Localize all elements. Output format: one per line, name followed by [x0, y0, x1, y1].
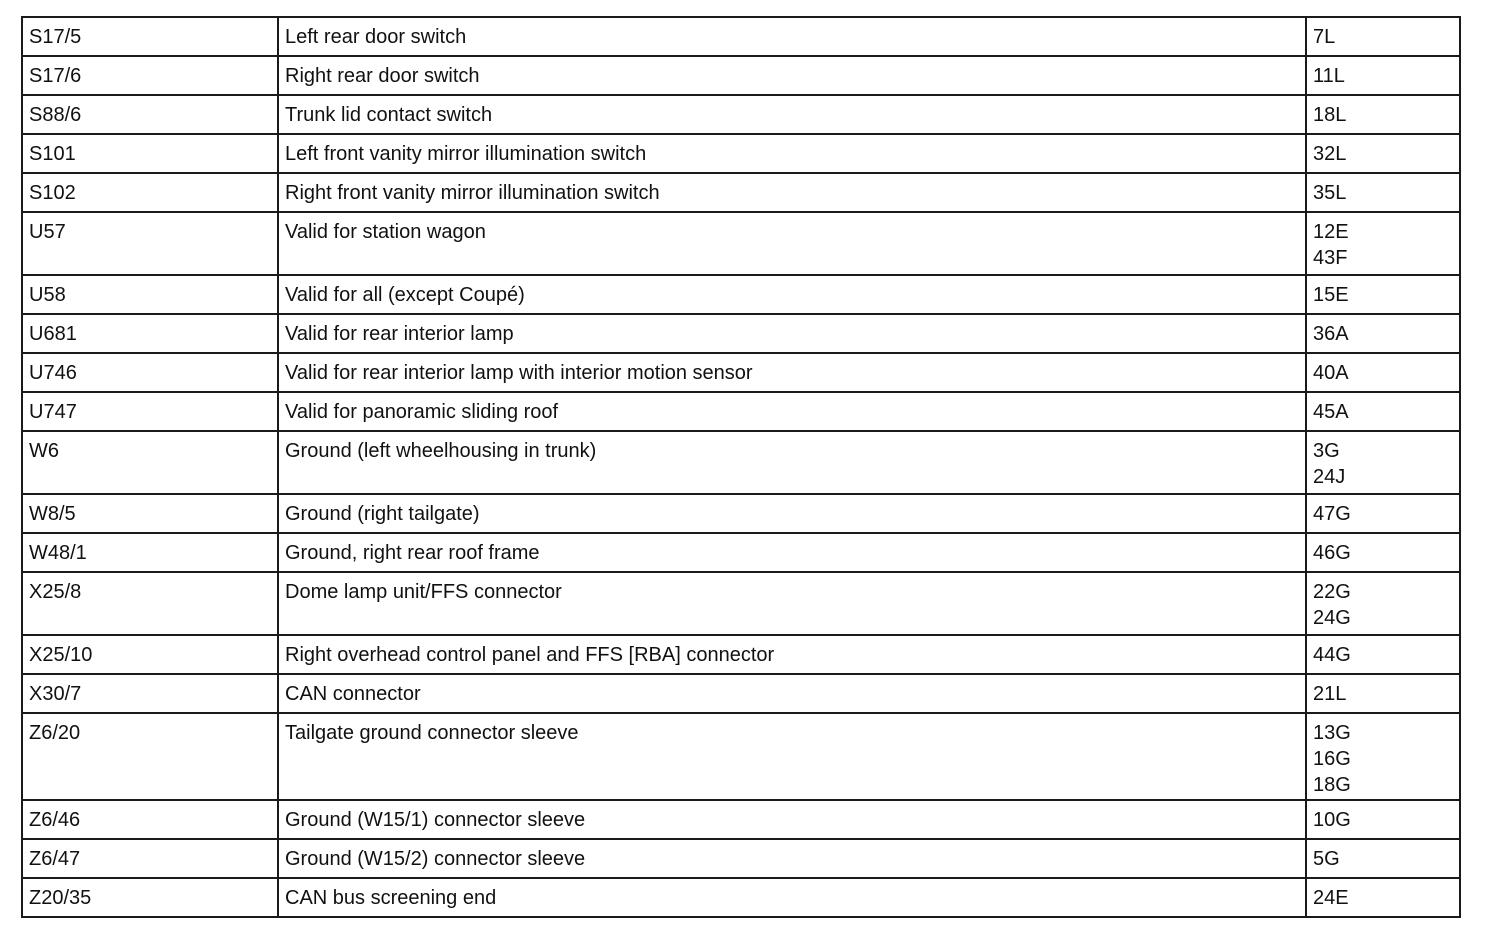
- grid-reference: 22G: [1313, 581, 1351, 603]
- grid-reference-list: [1313, 879, 1453, 911]
- grid-reference-list: [1313, 96, 1453, 128]
- grid-reference-list: [1313, 57, 1453, 89]
- grid-reference-cell: [1306, 17, 1460, 56]
- grid-reference-list: [1313, 636, 1453, 668]
- component-description: Right front vanity mirror illumination switch: [285, 182, 660, 204]
- component-code: S102: [29, 182, 76, 204]
- table-row: [22, 800, 1460, 839]
- grid-reference-cell: [1306, 533, 1460, 572]
- component-description: Left front vanity mirror illumination switch: [285, 143, 647, 165]
- component-description: Ground (left wheelhousing in trunk): [285, 440, 597, 462]
- grid-reference: 36A: [1313, 323, 1349, 345]
- grid-reference-list: [1313, 495, 1453, 527]
- grid-reference-cell: [1306, 494, 1460, 533]
- component-code-cell: [22, 839, 278, 878]
- component-description-cell: [278, 431, 1306, 494]
- component-legend-table: [21, 16, 1461, 918]
- grid-reference-list: [1313, 393, 1453, 425]
- grid-reference: 11L: [1313, 65, 1345, 87]
- component-code: S88/6: [29, 104, 82, 126]
- component-description-cell: [278, 713, 1306, 800]
- component-description: Ground, right rear roof frame: [285, 542, 540, 564]
- table-row: [22, 635, 1460, 674]
- component-code: Z6/20: [29, 722, 81, 744]
- legend-table-body: [22, 17, 1460, 917]
- grid-reference-list: [1313, 315, 1453, 347]
- table-row: [22, 878, 1460, 917]
- component-legend-sheet: [21, 16, 1461, 918]
- component-code: U58: [29, 284, 66, 306]
- component-code-cell: [22, 314, 278, 353]
- component-description-cell: [278, 314, 1306, 353]
- grid-reference: 5G: [1313, 848, 1340, 870]
- grid-reference-cell: [1306, 134, 1460, 173]
- component-code: U57: [29, 221, 66, 243]
- table-row: [22, 275, 1460, 314]
- component-description-cell: [278, 878, 1306, 917]
- component-description: Ground (W15/2) connector sleeve: [285, 848, 586, 870]
- component-code: W48/1: [29, 542, 87, 564]
- component-code: U746: [29, 362, 77, 384]
- grid-reference: 15E: [1313, 284, 1349, 306]
- component-code-cell: [22, 800, 278, 839]
- component-description-cell: [278, 392, 1306, 431]
- component-code-cell: [22, 212, 278, 275]
- grid-reference-cell: [1306, 839, 1460, 878]
- component-description: Valid for station wagon: [285, 221, 486, 243]
- grid-reference: 13G: [1313, 722, 1351, 744]
- grid-reference-cell: [1306, 95, 1460, 134]
- component-description-cell: [278, 56, 1306, 95]
- component-description-cell: [278, 674, 1306, 713]
- table-row: [22, 56, 1460, 95]
- component-code-cell: [22, 392, 278, 431]
- grid-reference: 44G: [1313, 644, 1351, 666]
- component-code-cell: [22, 878, 278, 917]
- component-description-cell: [278, 275, 1306, 314]
- grid-reference: 43F: [1313, 247, 1348, 269]
- table-row: [22, 713, 1460, 800]
- component-code-cell: [22, 173, 278, 212]
- grid-reference: 47G: [1313, 503, 1351, 525]
- grid-reference: 45A: [1313, 401, 1349, 423]
- component-code-cell: [22, 56, 278, 95]
- grid-reference: 18G: [1313, 774, 1351, 796]
- component-description: Dome lamp unit/FFS connector: [285, 581, 562, 603]
- component-description-cell: [278, 800, 1306, 839]
- component-code-cell: [22, 494, 278, 533]
- component-description: Right rear door switch: [285, 65, 480, 87]
- component-code: Z20/35: [29, 887, 92, 909]
- table-row: [22, 314, 1460, 353]
- component-description: Valid for rear interior lamp: [285, 323, 514, 345]
- grid-reference-cell: [1306, 674, 1460, 713]
- component-code: X25/10: [29, 644, 93, 666]
- component-code-cell: [22, 572, 278, 635]
- table-row: [22, 173, 1460, 212]
- component-description-cell: [278, 134, 1306, 173]
- grid-reference: 46G: [1313, 542, 1351, 564]
- component-code-cell: [22, 17, 278, 56]
- component-code: W8/5: [29, 503, 76, 525]
- component-code: U747: [29, 401, 77, 423]
- table-row: [22, 674, 1460, 713]
- component-code-cell: [22, 533, 278, 572]
- component-description: Right overhead control panel and FFS [RBA] connector: [285, 644, 775, 666]
- table-row: [22, 95, 1460, 134]
- grid-reference-list: [1313, 276, 1453, 308]
- grid-reference-cell: [1306, 392, 1460, 431]
- grid-reference: 18L: [1313, 104, 1347, 126]
- component-code-cell: [22, 431, 278, 494]
- grid-reference: 7L: [1313, 26, 1336, 48]
- grid-reference-cell: [1306, 212, 1460, 275]
- component-code: X25/8: [29, 581, 82, 603]
- table-row: [22, 431, 1460, 494]
- component-code-cell: [22, 353, 278, 392]
- grid-reference-cell: [1306, 431, 1460, 494]
- component-description: Ground (W15/1) connector sleeve: [285, 809, 586, 831]
- table-row: [22, 353, 1460, 392]
- component-description: Valid for all (except Coupé): [285, 284, 525, 306]
- grid-reference-cell: [1306, 173, 1460, 212]
- grid-reference-list: [1313, 675, 1453, 707]
- component-code-cell: [22, 134, 278, 173]
- table-row: [22, 134, 1460, 173]
- grid-reference-list: [1313, 840, 1453, 872]
- grid-reference-list: [1313, 18, 1453, 50]
- component-description: Left rear door switch: [285, 26, 467, 48]
- component-description-cell: [278, 494, 1306, 533]
- grid-reference-list: [1313, 135, 1453, 167]
- component-description-cell: [278, 572, 1306, 635]
- component-code: Z6/47: [29, 848, 81, 870]
- grid-reference-cell: [1306, 56, 1460, 95]
- component-code: W6: [29, 440, 59, 462]
- component-description-cell: [278, 17, 1306, 56]
- grid-reference: 3G: [1313, 440, 1340, 462]
- component-description: CAN connector: [285, 683, 421, 705]
- table-row: [22, 494, 1460, 533]
- component-description-cell: [278, 635, 1306, 674]
- component-code: S17/6: [29, 65, 82, 87]
- component-code-cell: [22, 674, 278, 713]
- component-description-cell: [278, 212, 1306, 275]
- component-code-cell: [22, 95, 278, 134]
- grid-reference-list: [1313, 354, 1453, 386]
- component-description: Ground (right tailgate): [285, 503, 480, 525]
- grid-reference-list: [1313, 174, 1453, 206]
- grid-reference-list: [1313, 714, 1453, 798]
- component-description-cell: [278, 839, 1306, 878]
- component-description: Tailgate ground connector sleeve: [285, 722, 579, 744]
- component-code-cell: [22, 635, 278, 674]
- grid-reference: 32L: [1313, 143, 1347, 165]
- grid-reference: 10G: [1313, 809, 1351, 831]
- grid-reference: 16G: [1313, 748, 1351, 770]
- table-row: [22, 392, 1460, 431]
- grid-reference-cell: [1306, 353, 1460, 392]
- grid-reference-cell: [1306, 713, 1460, 800]
- grid-reference: 24E: [1313, 887, 1349, 909]
- component-description-cell: [278, 95, 1306, 134]
- component-description-cell: [278, 173, 1306, 212]
- table-row: [22, 533, 1460, 572]
- grid-reference: 35L: [1313, 182, 1347, 204]
- component-code: S101: [29, 143, 76, 165]
- component-description: Valid for rear interior lamp with interior motion sensor: [285, 362, 753, 384]
- grid-reference-cell: [1306, 275, 1460, 314]
- component-code-cell: [22, 713, 278, 800]
- grid-reference-cell: [1306, 635, 1460, 674]
- component-code: X30/7: [29, 683, 82, 705]
- component-description: Valid for panoramic sliding roof: [285, 401, 559, 423]
- grid-reference-cell: [1306, 572, 1460, 635]
- component-code: S17/5: [29, 26, 82, 48]
- table-row: [22, 17, 1460, 56]
- component-description: Trunk lid contact switch: [285, 104, 493, 126]
- table-row: [22, 839, 1460, 878]
- component-code: Z6/46: [29, 809, 81, 831]
- grid-reference: 21L: [1313, 683, 1347, 705]
- grid-reference-list: [1313, 213, 1453, 271]
- grid-reference: 24J: [1313, 466, 1346, 488]
- grid-reference-list: [1313, 573, 1453, 631]
- component-code: U681: [29, 323, 77, 345]
- component-description: CAN bus screening end: [285, 887, 497, 909]
- grid-reference-cell: [1306, 314, 1460, 353]
- table-row: [22, 212, 1460, 275]
- grid-reference: 40A: [1313, 362, 1349, 384]
- table-row: [22, 572, 1460, 635]
- grid-reference-list: [1313, 534, 1453, 566]
- grid-reference-cell: [1306, 800, 1460, 839]
- component-description-cell: [278, 353, 1306, 392]
- grid-reference-cell: [1306, 878, 1460, 917]
- grid-reference-list: [1313, 801, 1453, 833]
- grid-reference: 12E: [1313, 221, 1349, 243]
- grid-reference-list: [1313, 432, 1453, 490]
- component-code-cell: [22, 275, 278, 314]
- component-description-cell: [278, 533, 1306, 572]
- grid-reference: 24G: [1313, 607, 1351, 629]
